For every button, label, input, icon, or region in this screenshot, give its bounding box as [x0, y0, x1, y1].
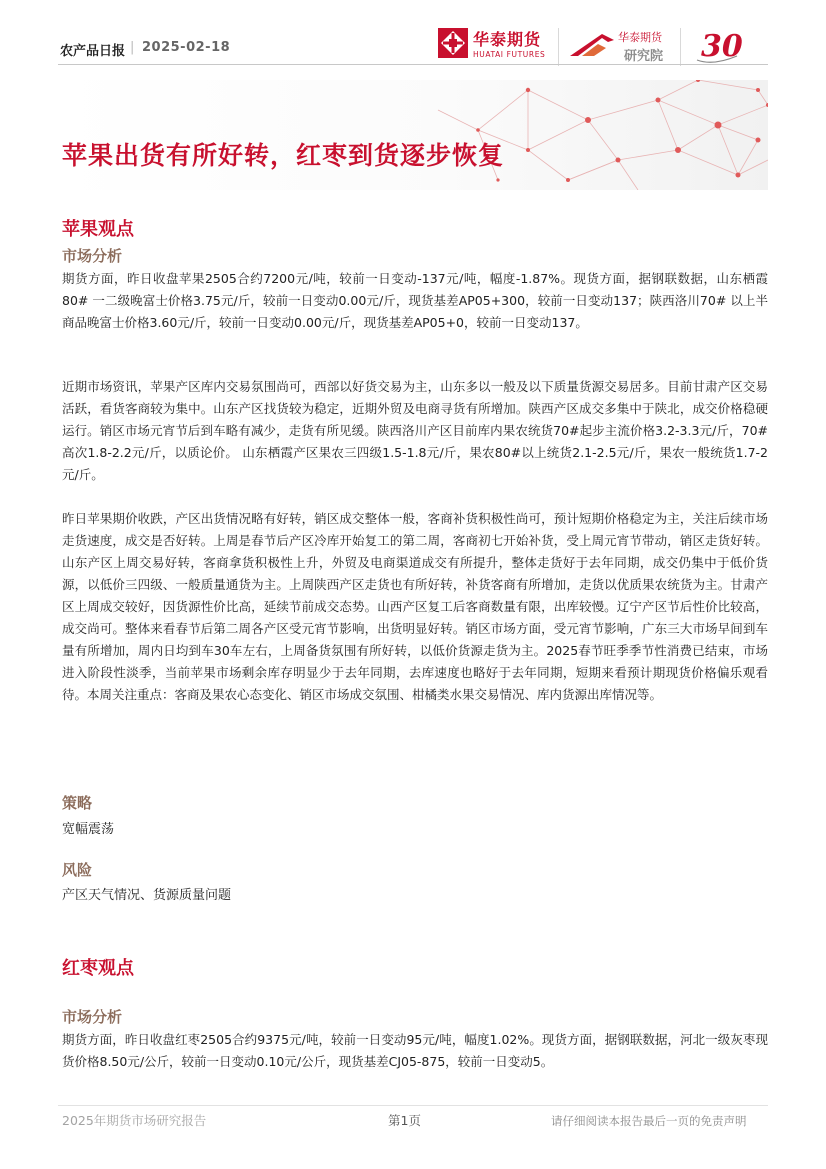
page-header: [0, 0, 826, 80]
page-number: 第1页: [388, 1113, 421, 1128]
apple-strategy: 宽幅震荡: [62, 822, 115, 837]
report-type: 农产品日报: [60, 44, 126, 59]
apple-strategy-heading: 策略: [62, 794, 93, 812]
institute-line2: 研究院: [624, 49, 664, 64]
apple-risk: 产区天气情况、货源质量问题: [62, 888, 232, 903]
institute-line1: 华泰期货: [618, 31, 662, 44]
report-date: 2025-02-18: [142, 40, 231, 55]
apple-market-heading: 市场分析: [62, 247, 123, 265]
footer-report-name: 2025年期货市场研究报告: [62, 1113, 207, 1128]
title-banner: [58, 80, 768, 190]
apple-section-heading: 苹果观点: [62, 219, 134, 240]
header-separator: |: [130, 40, 135, 55]
footer-rule: [58, 1105, 768, 1106]
brand-name: 华泰期货: [473, 30, 542, 49]
apple-market-paragraph-2: 近期市场资讯，苹果产区库内交易氛围尚可，西部以好货交易为主，山东多以一般及以下质量货源交易居多。目前甘肃产区交易活跃，看货客商较为集中。山东产区找货较为稳定，近期外贸及电商寻货有所增加。陕西产区成交多集中于陕北，成交价格稳硬运行。销区市场元宵节后到车略有减少，走货有所见缓。陕西洛川产区目前库内果农统货70#起步主流价格3.2-3.3元/斤，70#高次1.8-2.2元/斤，以质论价。 山东栖霞产区果农三四级1.5-1.8元/斤，果农80#以上统货2.1-2.5元/斤，果农一般统货1.7-2元/斤。: [62, 379, 768, 482]
jujube-market-paragraph-1: 期货方面，昨日收盘红枣2505合约9375元/吨，较前一日变动95元/吨，幅度1.02%。现货方面，据钢联数据，河北一级灰枣现货价格8.50元/公斤，较前一日变动0.10元/公斤，现货基差CJ05-875，较前一日变动5。: [62, 1032, 768, 1069]
anniversary-30-icon: [693, 26, 755, 68]
apple-risk-heading: 风险: [62, 861, 93, 879]
logo-divider: [680, 28, 681, 66]
anniversary-badge: 30: [701, 29, 743, 64]
apple-market-paragraph-1: 期货方面，昨日收盘苹果2505合约7200元/吨，较前一日变动-137元/吨，幅度-1.87%。现货方面，据钢联数据，山东栖霞80# 一二级晚富士价格3.75元/斤，较前一日变动0.00元/斤，现货基差AP05+300，较前一日变动137；陕西洛川70# 以上半商品晚富士价格3.60元/斤，较前一日变动0.00元/斤，现货基差AP05+0，较前一日变动137。: [62, 271, 768, 330]
header-rule: [58, 64, 768, 65]
brand-name-en: HUATAI FUTURES: [473, 50, 546, 59]
jujube-section-heading: 红枣观点: [62, 958, 134, 979]
logo-divider: [558, 28, 559, 66]
network-decoration-icon: [58, 80, 768, 190]
huatai-logo-icon: [438, 28, 468, 58]
jujube-market-heading: 市场分析: [62, 1008, 123, 1026]
apple-market-paragraph-3: 昨日苹果期价收跌，产区出货情况略有好转，销区成交整体一般，客商补货积极性尚可，预计短期价格稳定为主，关注后续市场走货速度，成交是否好转。上周是春节后产区冷库开始复工的第二周，客商初七开始补货，受上周元宵节带动，销区走货好转。山东产区上周交易好转，客商拿货积极性上升，外贸及电商渠道成交有所提升，整体走货好于去年同期，成交仍集中于低价货源，以低价三四级、一般质量通货为主。上周陕西产区走货也有所好转，补货客商有所增加，走货以优质果农统货为主。甘肃产区上周成交较好，因货源性价比高，延续节前成交态势。山西产区复工后客商数量有限，出库较慢。辽宁产区节后性价比较高，成交尚可。整体来看春节后第二周各产区受元宵节影响，出货明显好转。销区市场方面，受元宵节影响，广东三大市场早间到车量有所增加，周内日均到车30车左右，上周备货氛围有所好转，以低价货源走货为主。2025春节旺季季节性消费已结束，市场进入阶段性淡季，当前苹果市场剩余库存明显少于去年同期，去库速度也略好于去年同期，短期来看预计期现货价格偏乐观看待。本周关注重点：客商及果农心态变化、销区市场成交氛围、柑橘类水果交易情况、库内货源出库情况等。: [62, 511, 768, 702]
arrow-logo-icon: [568, 30, 616, 60]
page-title: 苹果出货有所好转，红枣到货逐步恢复: [62, 141, 505, 170]
disclaimer-note: 请仔细阅读本报告最后一页的免责声明: [551, 1114, 747, 1128]
